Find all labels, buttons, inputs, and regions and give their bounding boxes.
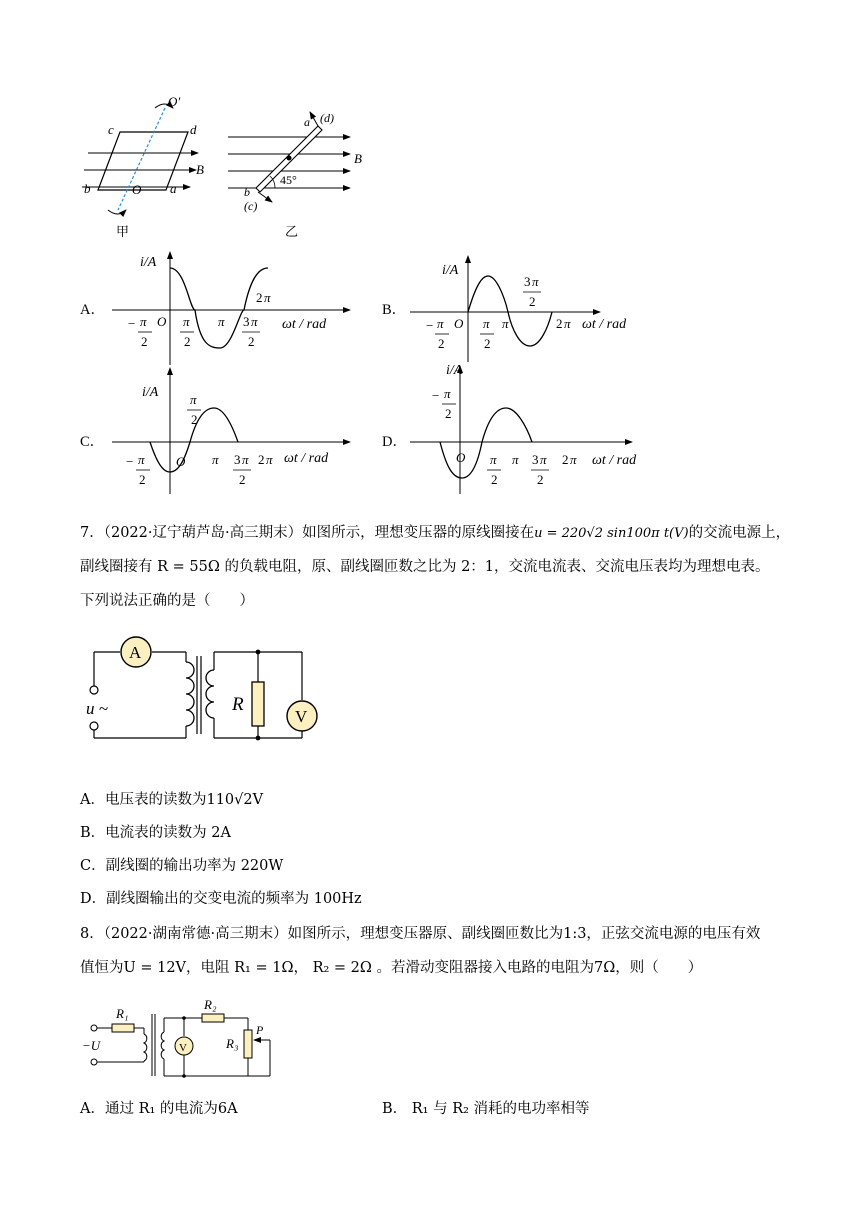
q8-line1: 8．（2022·湖南常德·高三期末）如图所示，理想变压器原、副线圈匝数比为1:3，正弦交流电源的电压有效 <box>80 926 761 942</box>
svg-text:π: π <box>570 452 577 467</box>
svg-text:π: π <box>266 452 273 467</box>
svg-text:a: a <box>304 115 310 129</box>
svg-text:π: π <box>512 452 519 467</box>
r2-label: R₂ <box>204 997 217 1012</box>
svg-text:π: π <box>183 314 190 329</box>
svg-text:2: 2 <box>562 452 569 467</box>
figure-jia-yi <box>0 0 860 250</box>
svg-text:2: 2 <box>537 472 544 487</box>
svg-text:π: π <box>540 452 547 467</box>
svg-text:i/A: i/A <box>142 385 159 400</box>
svg-text:O: O <box>176 454 186 469</box>
svg-text:2: 2 <box>556 316 563 331</box>
svg-text:π: π <box>242 452 249 467</box>
q7-line3: 下列说法正确的是（ ） <box>80 593 254 609</box>
q7-option-a[interactable]: A．电压表的读数为110√2V <box>80 792 264 808</box>
svg-text:2: 2 <box>139 472 146 487</box>
q8-voltmeter-label: V <box>179 1042 187 1054</box>
svg-text:a: a <box>170 181 177 196</box>
svg-text:B: B <box>196 162 204 177</box>
svg-text:i/A: i/A <box>140 255 157 270</box>
label-O-prime: O′ <box>168 94 181 109</box>
svg-text:b: b <box>84 181 91 196</box>
svg-text:−: − <box>126 454 134 469</box>
caption-yi: 乙 <box>285 224 299 239</box>
svg-text:3: 3 <box>524 274 531 289</box>
svg-text:i/A: i/A <box>446 363 463 378</box>
svg-text:2: 2 <box>256 290 263 305</box>
svg-text:2: 2 <box>239 472 246 487</box>
svg-text:2: 2 <box>438 336 445 351</box>
svg-text:2: 2 <box>191 412 198 427</box>
caption-jia: 甲 <box>116 224 130 239</box>
svg-text:π: π <box>564 316 571 331</box>
graph-option-b[interactable] <box>382 256 627 362</box>
svg-text:D．: D． <box>382 434 407 450</box>
figure-yi <box>228 111 362 239</box>
ammeter-label: A <box>129 643 142 662</box>
svg-text:ωt / rad: ωt / rad <box>582 317 627 332</box>
q7-option-b[interactable]: B．电流表的读数为 2A <box>80 825 231 841</box>
svg-text:O: O <box>454 316 464 331</box>
q8-option-a[interactable]: A．通过 R₁ 的电流为6A <box>80 1101 238 1117</box>
q7-circuit <box>80 628 340 758</box>
svg-text:ωt / rad: ωt / rad <box>282 317 327 332</box>
svg-text:B: B <box>354 151 362 166</box>
p-label: P <box>256 1023 264 1037</box>
svg-text:π: π <box>437 316 444 331</box>
svg-text:π: π <box>251 314 258 329</box>
svg-text:(c): (c) <box>244 199 258 213</box>
svg-text:π: π <box>218 314 225 329</box>
svg-text:2: 2 <box>258 452 265 467</box>
svg-text:π: π <box>490 452 497 467</box>
svg-text:−: − <box>432 388 440 403</box>
svg-text:3: 3 <box>234 452 241 467</box>
svg-text:π: π <box>190 392 197 407</box>
svg-text:C．: C． <box>80 434 105 450</box>
svg-text:2: 2 <box>248 334 255 349</box>
svg-text:b: b <box>244 185 250 199</box>
svg-text:π: π <box>532 274 539 289</box>
svg-text:c: c <box>108 122 114 137</box>
svg-text:ωt / rad: ωt / rad <box>284 451 329 466</box>
svg-text:π: π <box>212 452 219 467</box>
svg-text:2: 2 <box>445 406 452 421</box>
graph-option-d[interactable] <box>382 363 637 494</box>
svg-text:π: π <box>140 314 147 329</box>
q7-line2: 副线圈接有 R = 55Ω 的负载电阻，原、副线圈匝数之比为 2：1，交流电流表、交流电压表均为理想电表。 <box>80 559 770 575</box>
svg-text:ωt / rad: ωt / rad <box>592 453 637 468</box>
r3-label: R₃ <box>226 1036 239 1051</box>
svg-text:3: 3 <box>243 314 250 329</box>
figure-jia <box>82 94 204 239</box>
graph-option-a[interactable] <box>80 252 350 365</box>
svg-text:3: 3 <box>532 452 539 467</box>
source-label: u ~ <box>86 699 108 718</box>
svg-text:−: − <box>128 316 136 331</box>
svg-text:π: π <box>502 316 509 331</box>
svg-text:π: π <box>138 452 145 467</box>
svg-text:2: 2 <box>491 472 498 487</box>
q7-line1: 7．（2022·辽宁葫芦岛·高三期末）如图所示，理想变压器的原线圈接在u = 220√2 sin100π t(V)的交流电源上， <box>80 525 791 541</box>
svg-text:A．: A． <box>80 302 105 318</box>
graph-options <box>0 240 860 500</box>
q8-line2: 值恒为U = 12V，电阻 R₁ = 1Ω， R₂ = 2Ω 。若滑动变阻器接入电路的电阻为7Ω，则（ ） <box>80 960 703 976</box>
q7-formula: u = 220√2 sin100π t(V) <box>534 526 689 541</box>
voltmeter-label: V <box>295 707 308 726</box>
svg-text:2: 2 <box>184 334 191 349</box>
svg-text:O: O <box>157 314 167 329</box>
svg-text:2: 2 <box>529 294 536 309</box>
resistor-label: R <box>232 694 244 715</box>
q8-option-b[interactable]: B． R₁ 与 R₂ 消耗的电功率相等 <box>382 1101 590 1117</box>
svg-text:π: π <box>483 316 490 331</box>
svg-text:2: 2 <box>484 336 491 351</box>
svg-text:(d): (d) <box>320 111 334 125</box>
svg-text:2: 2 <box>141 334 148 349</box>
graph-option-c[interactable] <box>80 368 350 494</box>
svg-text:π: π <box>264 290 271 305</box>
svg-text:O: O <box>132 182 142 197</box>
svg-text:−: − <box>426 318 434 333</box>
svg-text:π: π <box>444 386 451 401</box>
q7-option-c[interactable]: C．副线圈的输出功率为 220W <box>80 858 284 874</box>
svg-text:d: d <box>190 122 197 137</box>
q8-circuit <box>80 996 280 1086</box>
q7-option-d[interactable]: D．副线圈输出的交变电流的频率为 100Hz <box>80 891 362 907</box>
svg-text:i/A: i/A <box>442 263 459 278</box>
svg-text:45°: 45° <box>280 173 297 187</box>
svg-text:O: O <box>456 450 466 465</box>
r1-label: R₁ <box>116 1006 129 1021</box>
source-u-label: −U <box>82 1038 101 1053</box>
svg-text:B．: B． <box>382 302 407 318</box>
